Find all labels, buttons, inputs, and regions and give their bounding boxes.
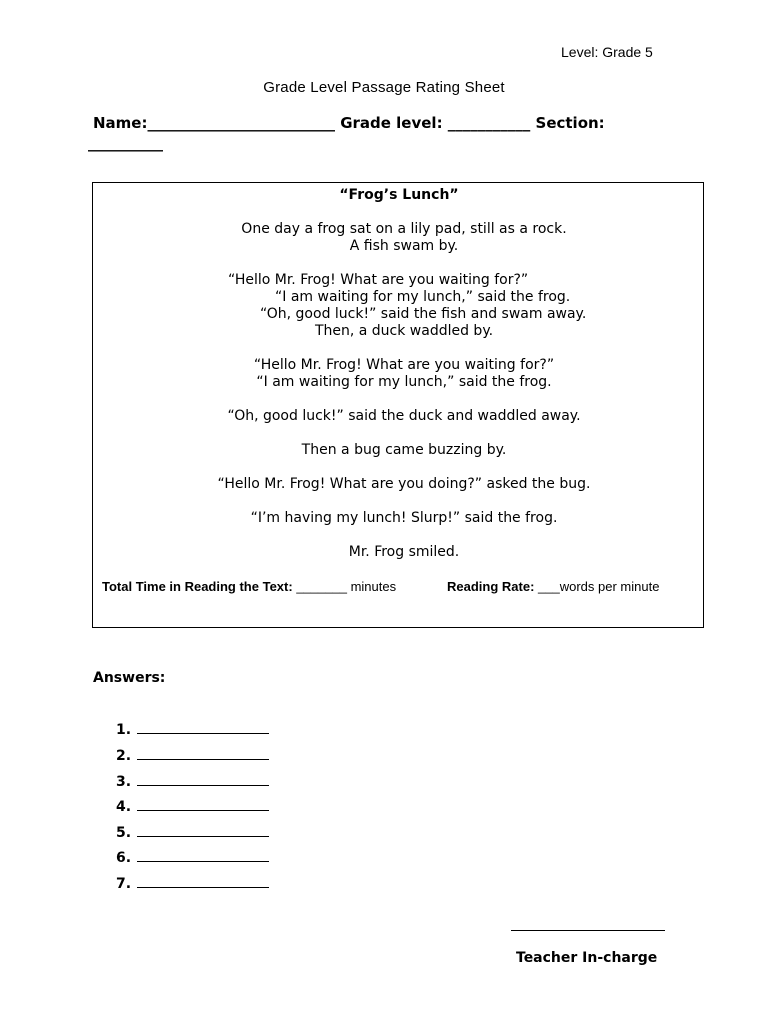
story-line: “Hello Mr. Frog! What are you waiting for?” [253,357,555,373]
story-line: “Hello Mr. Frog! What are you doing?” asked the bug. [217,476,591,492]
answer-blank-line [137,848,269,862]
answer-number: 6. [116,850,132,866]
story-line: Then a bug came buzzing by. [301,442,507,458]
teacher-signature-label: Teacher In-charge [516,950,658,966]
story-title: “Frog’s Lunch” [339,187,459,203]
answer-number: 7. [116,876,132,892]
answer-number: 1. [116,722,132,738]
total-time-label: Total Time in Reading the Text: [102,579,293,594]
story-line: A fish swam by. [349,238,459,254]
story-line: “I am waiting for my lunch,” said the frog. [256,374,552,390]
answer-blank-line [137,797,269,811]
story-line: “Hello Mr. Frog! What are you waiting for?” [228,272,529,288]
reading-rate-unit: words per minute [559,579,660,594]
signature-line [511,930,665,931]
reading-rate-label: Reading Rate: [447,579,535,594]
answer-item [116,746,269,764]
answers-heading: Answers: [93,670,166,686]
answer-number: 2. [116,748,132,764]
answer-number: 4. [116,799,132,815]
story-line: “I’m having my lunch! Slurp!” said the frog. [250,510,558,526]
passage-box [92,182,704,628]
answer-number: 3. [116,774,132,790]
answer-blank-line [137,823,269,837]
story-line: Mr. Frog smiled. [348,544,460,560]
answer-item [116,823,269,841]
grade-level-label: Level: Grade 5 [561,44,653,60]
answer-item [116,797,269,815]
story-line: “Oh, good luck!” said the fish and swam away. [260,306,587,322]
reading-rate-blank: ___ [538,579,560,594]
answer-item [116,874,269,892]
answer-blank-line [137,720,269,734]
story-line: One day a frog sat on a lily pad, still as a rock. [241,221,567,237]
answer-item [116,848,269,866]
reading-rate-field [447,579,659,594]
answer-item [116,720,269,738]
sheet-title: Grade Level Passage Rating Sheet [263,79,505,96]
total-time-unit: minutes [350,579,397,594]
answer-blank-line [137,746,269,760]
answer-number: 5. [116,825,132,841]
total-time-field [102,579,396,594]
answer-item [116,772,269,790]
story-line: “I am waiting for my lunch,” said the frog. [275,289,571,305]
answer-blank-line [137,772,269,786]
answer-blank-line [137,874,269,888]
total-time-blank: _______ [296,579,347,594]
student-info-fields: Name:_________________________ Grade level: ___________ Section: [93,114,605,132]
story-line: “Oh, good luck!” said the duck and waddled away. [227,408,581,424]
section-blank-line: __________ [88,134,163,152]
story-line: Then, a duck waddled by. [314,323,494,339]
